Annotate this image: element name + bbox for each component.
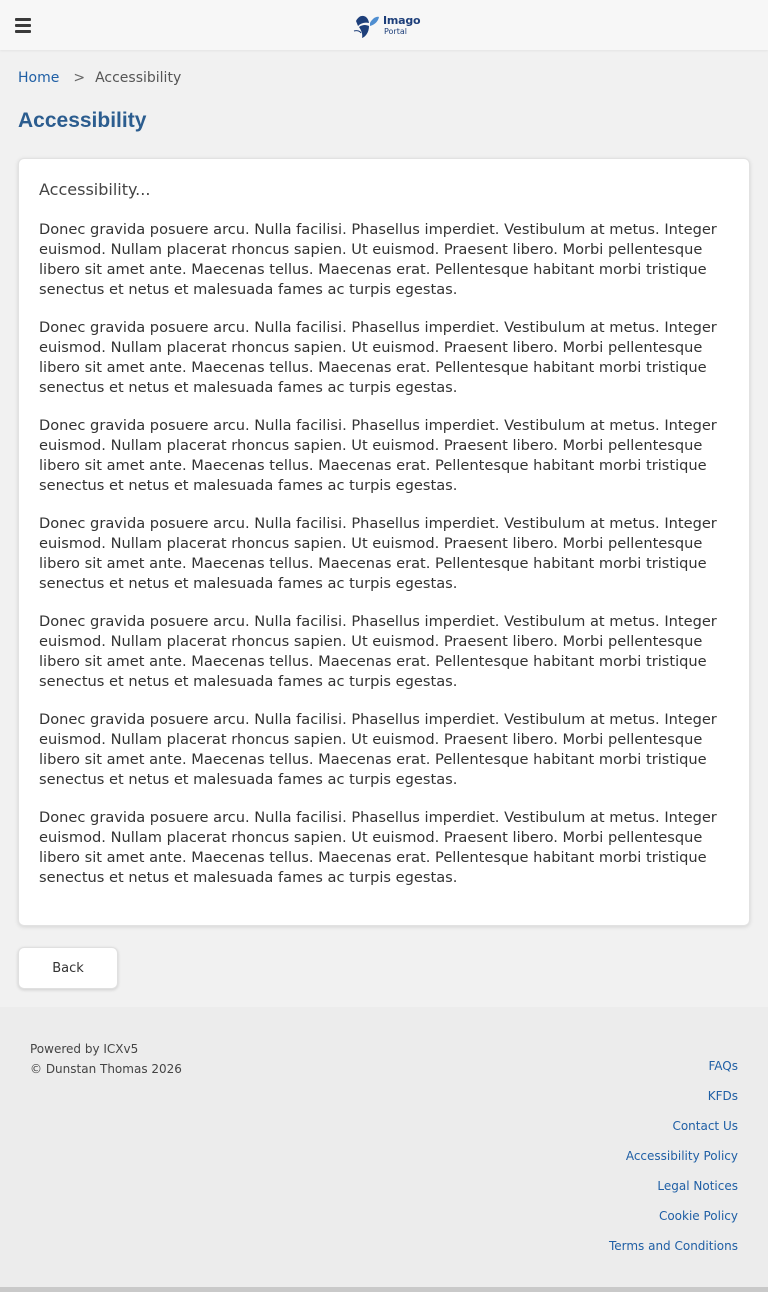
card-heading: Accessibility... xyxy=(39,180,151,199)
breadcrumb-current: Accessibility xyxy=(95,70,182,86)
back-button[interactable]: Back xyxy=(18,947,118,989)
bottom-divider xyxy=(0,1287,768,1292)
imago-portal-logo[interactable] xyxy=(352,9,421,41)
logo-text-primary: Imago xyxy=(383,14,421,27)
footer-link-cookie-policy[interactable]: Cookie Policy xyxy=(658,1209,738,1223)
content-paragraph: Donec gravida posuere arcu. Nulla facilisi. Phasellus imperdiet. Vestibulum at metus. Integer euismod. Nullam placerat rhoncus sapien. Ut euismod. Praesent libero. Morbi pellentesque libero sit amet ante. Maecenas tellus. Maecenas erat. Pellentesque habitant morbi tristique senectus et netus et malesuada fames ac turpis egestas. xyxy=(39,319,717,396)
footer-link-contact-us[interactable]: Contact Us xyxy=(672,1119,738,1133)
butterfly-icon xyxy=(352,9,382,41)
footer xyxy=(0,1007,768,1287)
footer-link-faqs[interactable]: FAQs xyxy=(708,1059,738,1073)
logo-text-secondary: Portal xyxy=(384,27,407,36)
hamburger-menu-icon[interactable] xyxy=(13,15,33,35)
page-title: Accessibility xyxy=(18,109,147,132)
breadcrumb-home-link[interactable]: Home xyxy=(18,70,60,86)
copyright-text: © Dunstan Thomas 2026 xyxy=(30,1062,182,1076)
content-paragraph: Donec gravida posuere arcu. Nulla facilisi. Phasellus imperdiet. Vestibulum at metus. Integer euismod. Nullam placerat rhoncus sapien. Ut euismod. Praesent libero. Morbi pellentesque libero sit amet ante. Maecenas tellus. Maecenas erat. Pellentesque habitant morbi tristique senectus et netus et malesuada fames ac turpis egestas. xyxy=(39,809,717,886)
footer-link-kfds[interactable]: KFDs xyxy=(707,1089,738,1103)
content-paragraph: Donec gravida posuere arcu. Nulla facilisi. Phasellus imperdiet. Vestibulum at metus. Integer euismod. Nullam placerat rhoncus sapien. Ut euismod. Praesent libero. Morbi pellentesque libero sit amet ante. Maecenas tellus. Maecenas erat. Pellentesque habitant morbi tristique senectus et netus et malesuada fames ac turpis egestas. xyxy=(39,221,717,298)
footer-link-accessibility-policy[interactable]: Accessibility Policy xyxy=(625,1149,738,1163)
breadcrumb xyxy=(18,68,181,88)
footer-info xyxy=(30,1039,182,1079)
content-paragraph: Donec gravida posuere arcu. Nulla facilisi. Phasellus imperdiet. Vestibulum at metus. Integer euismod. Nullam placerat rhoncus sapien. Ut euismod. Praesent libero. Morbi pellentesque libero sit amet ante. Maecenas tellus. Maecenas erat. Pellentesque habitant morbi tristique senectus et netus et malesuada fames ac turpis egestas. xyxy=(39,711,717,788)
content-card xyxy=(18,158,750,926)
footer-link-terms-and-conditions[interactable]: Terms and Conditions xyxy=(608,1239,738,1253)
content-paragraph: Donec gravida posuere arcu. Nulla facilisi. Phasellus imperdiet. Vestibulum at metus. Integer euismod. Nullam placerat rhoncus sapien. Ut euismod. Praesent libero. Morbi pellentesque libero sit amet ante. Maecenas tellus. Maecenas erat. Pellentesque habitant morbi tristique senectus et netus et malesuada fames ac turpis egestas. xyxy=(39,515,717,592)
content-paragraph: Donec gravida posuere arcu. Nulla facilisi. Phasellus imperdiet. Vestibulum at metus. Integer euismod. Nullam placerat rhoncus sapien. Ut euismod. Praesent libero. Morbi pellentesque libero sit amet ante. Maecenas tellus. Maecenas erat. Pellentesque habitant morbi tristique senectus et netus et malesuada fames ac turpis egestas. xyxy=(39,613,717,690)
powered-by-text: Powered by ICXv5 xyxy=(30,1042,139,1056)
header-bar xyxy=(0,0,768,50)
content-paragraph: Donec gravida posuere arcu. Nulla facilisi. Phasellus imperdiet. Vestibulum at metus. Integer euismod. Nullam placerat rhoncus sapien. Ut euismod. Praesent libero. Morbi pellentesque libero sit amet ante. Maecenas tellus. Maecenas erat. Pellentesque habitant morbi tristique senectus et netus et malesuada fames ac turpis egestas. xyxy=(39,417,717,494)
footer-link-legal-notices[interactable]: Legal Notices xyxy=(657,1179,738,1193)
breadcrumb-separator: > xyxy=(73,70,86,86)
